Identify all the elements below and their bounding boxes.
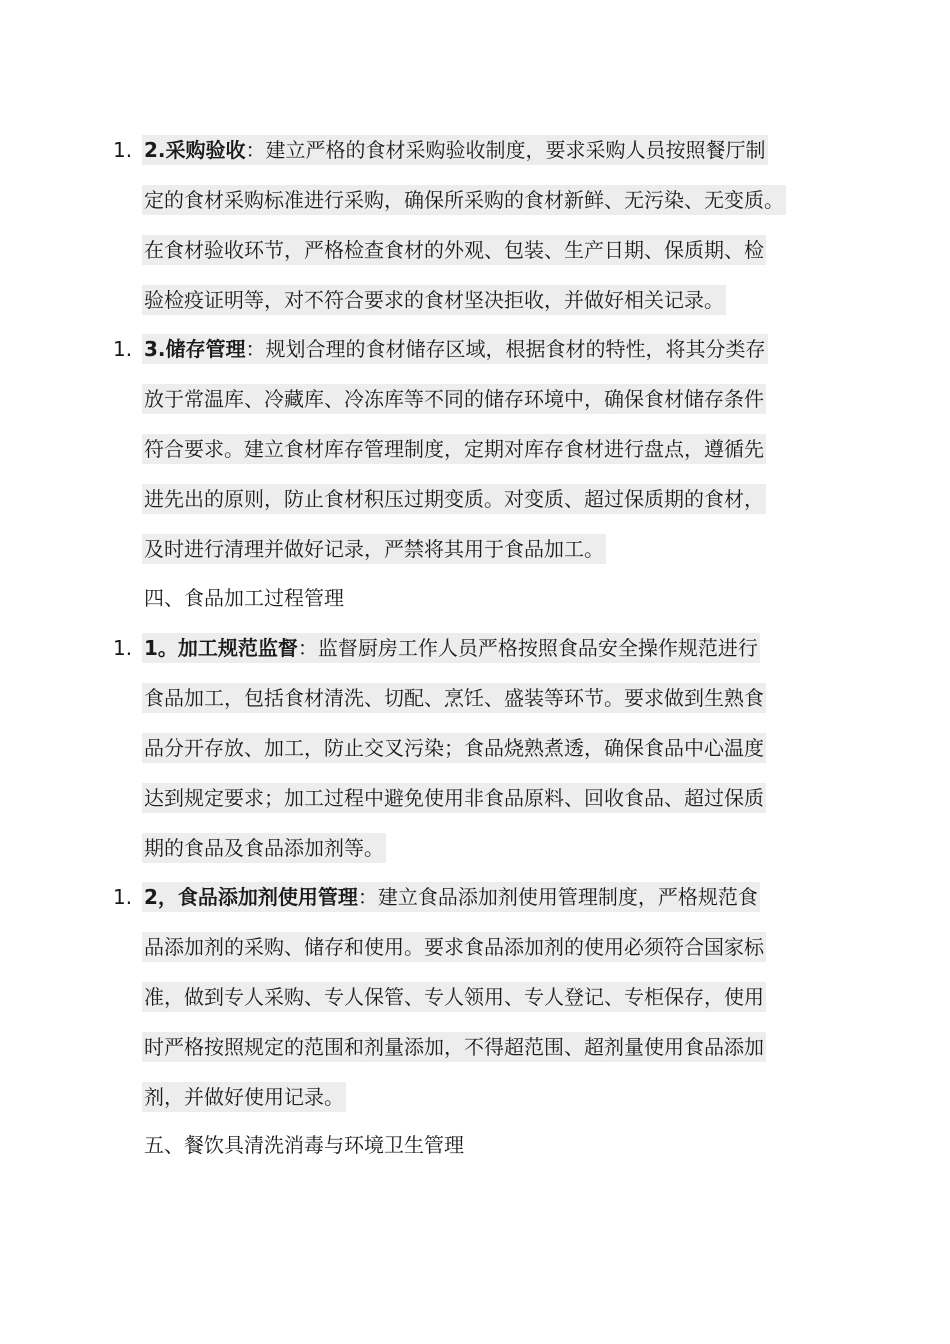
list-item-text: 准，做到专人采购、专人保管、专人领用、专人登记、专柜保存，使用 xyxy=(142,982,766,1012)
list-item-text: ：建立严格的食材采购验收制度，要求采购人员按照餐厅制 xyxy=(245,138,766,162)
list-number: 1. xyxy=(113,337,133,361)
list-number: 1. xyxy=(113,138,133,162)
list-item-text: ：监督厨房工作人员严格按照食品安全操作规范进行 xyxy=(297,636,758,660)
list-item-text: ：规划合理的食材储存区域，根据食材的特性，将其分类存 xyxy=(245,337,766,361)
section-heading: 四、食品加工过程管理 xyxy=(144,586,344,610)
list-item-text: 期的食品及食品添加剂等。 xyxy=(142,833,386,863)
list-item-body xyxy=(142,125,786,325)
list-item-title: 1。加工规范监督 xyxy=(144,636,298,660)
list-item-title: 2，食品添加剂使用管理 xyxy=(144,885,358,909)
list-item-body xyxy=(142,324,768,574)
section-heading: 五、餐饮具清洗消毒与环境卫生管理 xyxy=(144,1133,464,1157)
list-item-text: 在食材验收环节，严格检查食材的外观、包装、生产日期、保质期、检 xyxy=(142,235,766,265)
list-item-text: 品分开存放、加工，防止交叉污染；食品烧熟煮透，确保食品中心温度 xyxy=(142,733,766,763)
list-item-text: 食品加工，包括食材清洗、切配、烹饪、盛装等环节。要求做到生熟食 xyxy=(142,683,766,713)
list-item-text: 验检疫证明等，对不符合要求的食材坚决拒收，并做好相关记录。 xyxy=(142,285,726,315)
list-item-text: ：建立食品添加剂使用管理制度，严格规范食 xyxy=(357,885,758,909)
list-item-text: 达到规定要求；加工过程中避免使用非食品原料、回收食品、超过保质 xyxy=(142,783,766,813)
list-item-text: 定的食材采购标准进行采购，确保所采购的食材新鲜、无污染、无变质。 xyxy=(142,185,786,215)
list-item-title: 2.采购验收 xyxy=(144,138,246,162)
list-item-title: 3.储存管理 xyxy=(144,337,246,361)
list-item-text: 放于常温库、冷藏库、冷冻库等不同的储存环境中，确保食材储存条件 xyxy=(142,384,766,414)
list-item-body xyxy=(142,872,766,1122)
list-number: 1. xyxy=(113,636,133,660)
list-item-text: 时严格按照规定的范围和剂量添加，不得超范围、超剂量使用食品添加 xyxy=(142,1032,766,1062)
list-item-text: 剂，并做好使用记录。 xyxy=(142,1082,346,1112)
list-item-text: 及时进行清理并做好记录，严禁将其用于食品加工。 xyxy=(142,534,606,564)
list-item-text: 进先出的原则，防止食材积压过期变质。对变质、超过保质期的食材， xyxy=(142,484,766,514)
list-item-text: 品添加剂的采购、储存和使用。要求食品添加剂的使用必须符合国家标 xyxy=(142,932,766,962)
list-item-text: 符合要求。建立食材库存管理制度，定期对库存食材进行盘点，遵循先 xyxy=(142,434,766,464)
list-number: 1. xyxy=(113,885,133,909)
list-item-body xyxy=(142,623,766,873)
